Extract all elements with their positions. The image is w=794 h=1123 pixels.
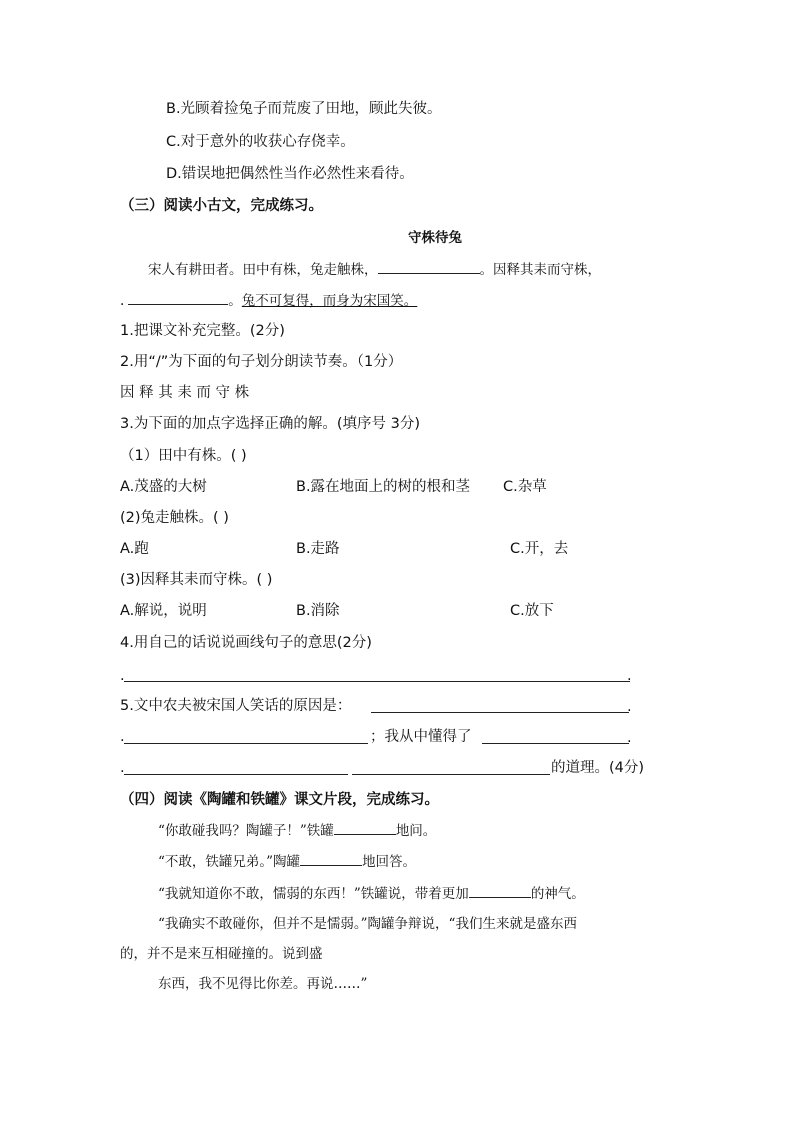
passage4-line-1 — [158, 820, 436, 841]
blank-1[interactable] — [378, 259, 480, 274]
passage-line-2 — [120, 290, 417, 311]
q5-dot-1: . — [627, 699, 632, 715]
q5-dot-3: . — [627, 730, 632, 746]
question-2-sentence: 因 释 其 耒 而 守 株 — [120, 385, 250, 401]
section3-heading: （三）阅读小古文，完成练习。 — [120, 198, 323, 214]
q5-mid: ；我从中懂得了 — [370, 729, 472, 745]
option-c: C.对于意外的收获心存侥幸。 — [166, 134, 355, 150]
q3-2-option-b: B.走路 — [296, 541, 340, 557]
q5-answer-line-1[interactable] — [371, 712, 629, 713]
p2-a: “不敢，铁罐兄弟。”陶罐 — [158, 854, 301, 870]
question-3: 3.为下面的加点字选择正确的解。(填序号 3分) — [120, 416, 420, 432]
q3-1-option-a: A.茂盛的大树 — [120, 479, 207, 495]
p1-blank[interactable] — [334, 820, 396, 835]
q3-1-option-c: C.杂草 — [503, 479, 547, 495]
passage-title: 守株待兔 — [408, 230, 462, 246]
p3-b: 的神气。 — [530, 886, 585, 902]
q4-answer-line[interactable] — [124, 681, 630, 682]
question-3-3: (3)因释其耒而守株。( ) — [120, 572, 273, 588]
question-3-1: （1）田中有株。( ) — [120, 448, 247, 464]
q3-3-option-b: B.消除 — [296, 603, 340, 619]
underlined-sentence: 兔不可复得，而身为宋国笑。 — [241, 293, 418, 309]
p2-b: 地回答。 — [362, 854, 417, 870]
passage4-line-5: 的，并不是来互相碰撞的。说到盛 — [120, 946, 323, 962]
question-4: 4.用自己的话说说画线句子的意思(2分) — [120, 635, 372, 651]
q5-end: 的道理。(4分) — [551, 760, 645, 776]
passage-line1-a: 宋人有耕田者。田中有株，兔走触株， — [148, 262, 378, 278]
q5-dot-4: . — [120, 760, 125, 776]
question-3-2: (2)兔走触株。( ) — [120, 510, 229, 526]
p3-a: “我就知道你不敢，懦弱的东西！”铁罐说，带着更加 — [158, 886, 469, 902]
question-1: 1.把课文补充完整。(2分) — [120, 323, 285, 339]
passage-line2-dot: . — [120, 293, 125, 309]
p2-blank[interactable] — [300, 851, 362, 866]
blank-2[interactable] — [128, 290, 228, 305]
q5-answer-line-2[interactable] — [124, 743, 368, 744]
q3-1-option-b: B.露在地面上的树的根和茎 — [296, 479, 471, 495]
p1-a: “你敢碰我吗？陶罐子！”铁罐 — [158, 823, 334, 839]
section4-heading: （四）阅读《陶罐和铁罐》课文片段，完成练习。 — [120, 792, 439, 808]
q5-dot-2: . — [120, 729, 125, 745]
q3-2-option-c: C.开，去 — [510, 541, 569, 557]
q4-end-dot: . — [627, 668, 632, 684]
q5-answer-line-4[interactable] — [124, 774, 348, 775]
passage4-line-2 — [158, 851, 416, 872]
passage4-line-4: “我确实不敢碰你，但并不是懦弱。”陶罐争辩说，“我们生来就是盛东西 — [158, 916, 577, 932]
option-b: B.光顾着捡兔子而荒废了田地，顾此失彼。 — [166, 101, 442, 117]
q3-2-option-a: A.跑 — [120, 541, 149, 557]
option-d: D.错误地把偶然性当作必然性来看待。 — [166, 166, 414, 182]
q3-3-option-a: A.解说，说明 — [120, 603, 207, 619]
passage4-line-3 — [158, 883, 585, 904]
q5-answer-line-3[interactable] — [482, 743, 629, 744]
q5-answer-line-5[interactable] — [352, 774, 550, 775]
passage-line1-b: 。因释其耒而守株， — [479, 262, 601, 278]
question-2: 2.用“/”为下面的句子划分朗读节奏。（1分） — [120, 354, 403, 370]
passage-line-1 — [148, 259, 601, 280]
q3-3-option-c: C.放下 — [510, 603, 554, 619]
question-5: 5.文中农夫被宋国人笑话的原因是： — [120, 698, 352, 714]
q4-dot: . — [120, 668, 125, 684]
p1-b: 地问。 — [395, 823, 437, 839]
passage-line2-b: 。 — [228, 293, 242, 309]
passage4-line-6: 东西，我不见得比你差。再说……” — [158, 976, 368, 992]
p3-blank[interactable] — [469, 883, 531, 898]
